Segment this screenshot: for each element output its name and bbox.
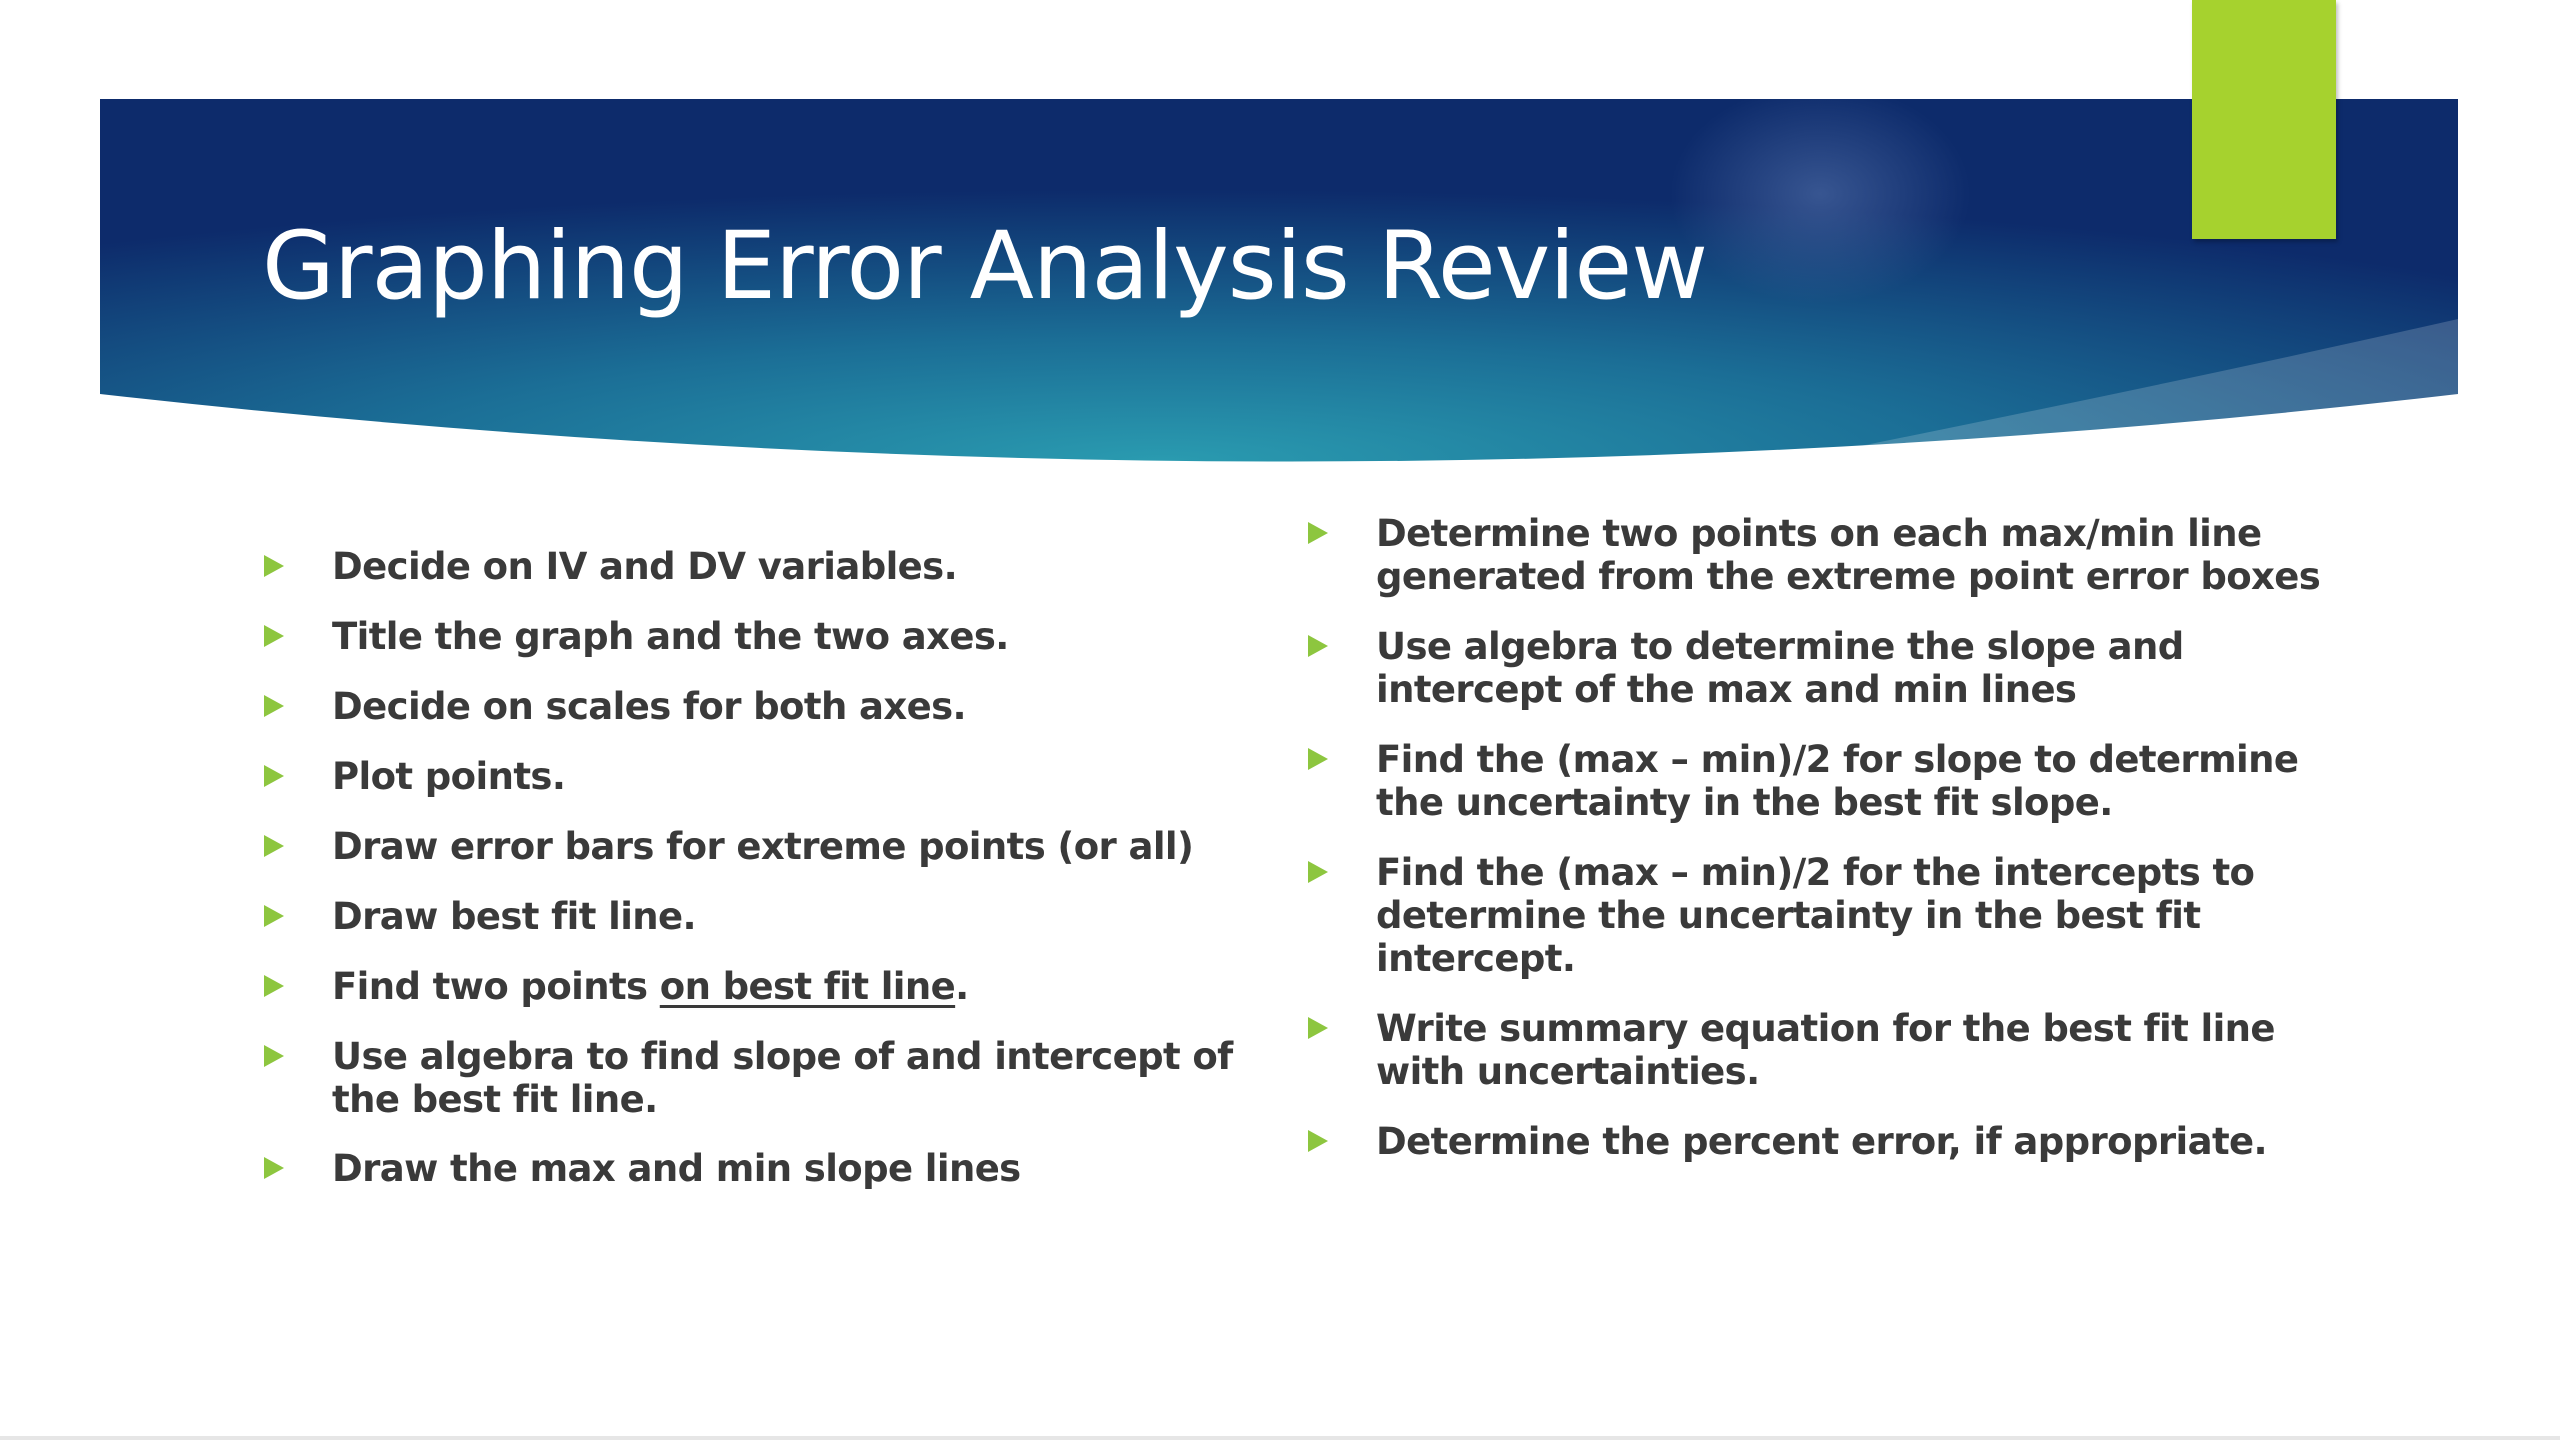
slide-title: Graphing Error Analysis Review [262,212,1708,321]
bullet-text: Draw best fit line. [332,895,696,938]
bullet-text: Plot points. [332,755,566,798]
bullet-text: Draw error bars for extreme points (or all) [332,825,1194,868]
bullet-text: Find the (max – min)/2 for the intercepts to determine the uncertainty in the best fit intercept. [1376,851,2255,980]
triangle-right-icon [264,905,284,927]
list-item [262,1035,1262,1121]
list-item [262,895,1262,938]
triangle-right-icon [1308,522,1328,544]
bullet-text: Find the (max – min)/2 for slope to determine the uncertainty in the best fit slope. [1376,738,2299,824]
bullet-text: Draw the max and min slope lines [332,1147,1021,1190]
triangle-right-icon [264,555,284,577]
bullet-text: Write summary equation for the best fit line with uncertainties. [1376,1007,2275,1093]
list-item [262,615,1262,658]
list-item [1306,512,2346,598]
accent-tab [2192,0,2336,239]
triangle-right-icon [264,625,284,647]
bottom-divider [0,1436,2560,1440]
bullet-text: Determine the percent error, if appropriate. [1376,1120,2267,1163]
list-item [1306,1007,2346,1093]
triangle-right-icon [1308,1130,1328,1152]
list-item [262,755,1262,798]
bullet-text: Use algebra to find slope of and intercept of the best fit line. [332,1035,1233,1121]
triangle-right-icon [1308,1017,1328,1039]
list-item [262,1147,1262,1190]
triangle-right-icon [264,765,284,787]
list-item [1306,851,2346,980]
list-item [1306,738,2346,824]
list-item [262,545,1262,588]
bullet-text: Decide on scales for both axes. [332,685,966,728]
list-item [1306,1120,2346,1163]
list-item [262,825,1262,868]
triangle-right-icon [264,1157,284,1179]
bullet-text-prefix: Find two points [332,965,660,1008]
list-item [1306,625,2346,711]
list-item [262,685,1262,728]
bullet-text: Determine two points on each max/min line generated from the extreme point error boxes [1376,512,2321,598]
triangle-right-icon [1308,861,1328,883]
triangle-right-icon [1308,635,1328,657]
triangle-right-icon [1308,748,1328,770]
bullet-text-suffix: . [955,965,969,1008]
triangle-right-icon [264,975,284,997]
right-bullet-list [1306,512,2346,1190]
triangle-right-icon [264,695,284,717]
left-bullet-list [262,545,1262,1217]
bullet-text: Use algebra to determine the slope and intercept of the max and min lines [1376,625,2184,711]
bullet-text: Decide on IV and DV variables. [332,545,958,588]
triangle-right-icon [264,1045,284,1067]
triangle-right-icon [264,835,284,857]
bullet-text-underlined: on best fit line [659,965,956,1008]
list-item [262,965,1262,1008]
bullet-text: Title the graph and the two axes. [332,615,1009,658]
